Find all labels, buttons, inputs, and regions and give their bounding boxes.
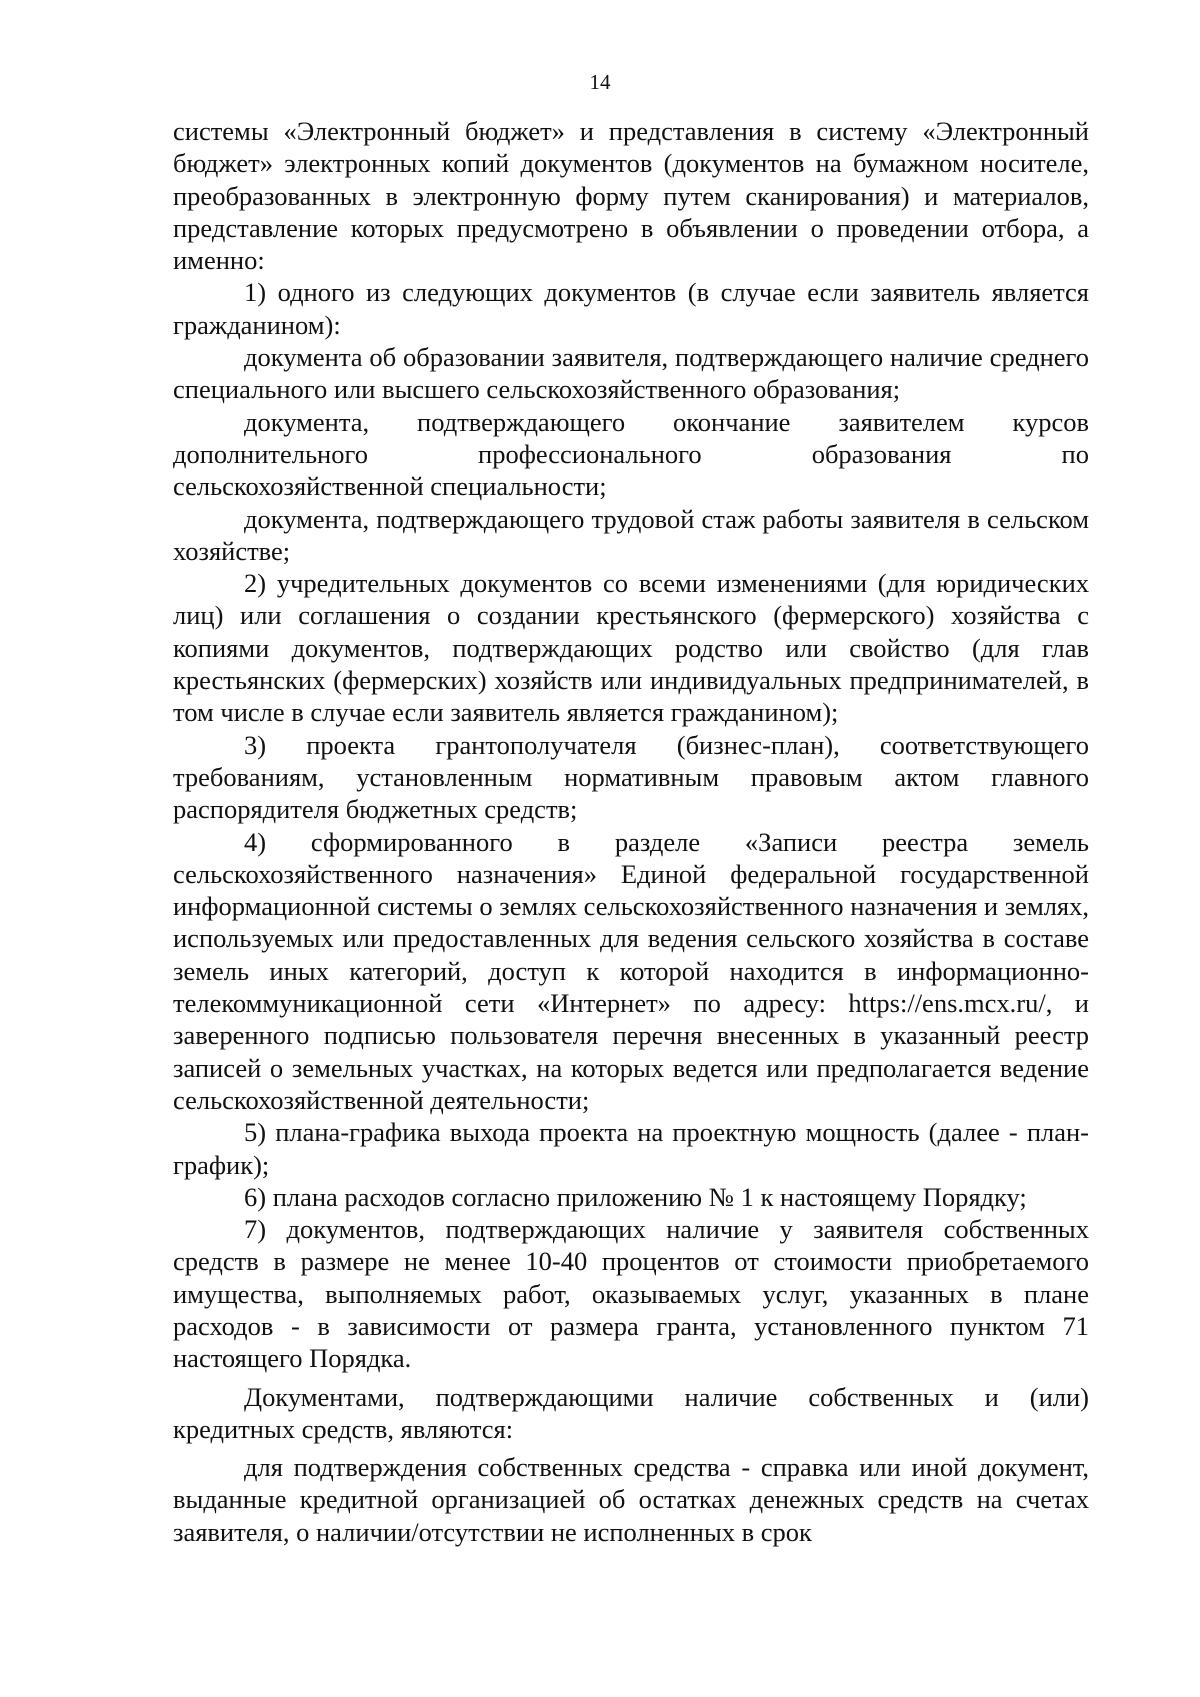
document-body [173,115,1089,1548]
paragraph-courses-line-2: дополнительного профессионального образования по [173,438,1089,469]
paragraph-own-funds-confirmation: для подтверждения собственных средства - справка или иной документ, выданные кредитной организацией об остатках денежных средств на счетах заявителя, о наличии/отсутствии не исполненных в срок [173,1452,1089,1547]
paragraph-item-2: 2) учредительных документов со всеми изменениями (для юридических лиц) или соглашения о создании крестьянского (фермерского) хозяйства с копиями документов, подтверждающих родство или свойство (для глав крестьянских (фермерских) хозяйств или индивидуальных предпринимателей, в том числе в случае если заявитель является гражданином); [173,568,1089,728]
paragraph-item-5: 5) плана-графика выхода проекта на проектную мощность (далее - план-график); [173,1117,1089,1180]
paragraph-work-experience: документа, подтверждающего трудовой стаж работы заявителя в сельском хозяйстве; [173,503,1089,566]
paragraph-item-6: 6) плана расходов согласно приложению № 1 к настоящему Порядку; [244,1181,1027,1212]
paragraph-item-1: 1) одного из следующих документов (в случае если заявитель является гражданином): [173,277,1089,340]
paragraph-item-7: 7) документов, подтверждающих наличие у заявителя собственных средств в размере не менее 10-40 процентов от стоимости приобретаемого имущества, выполняемых работ, оказываемых услуг, указанных в плане расходов - в зависимости от размера гранта, установленного пунктом 71 настоящего Порядка. [173,1214,1089,1374]
paragraph-item-4: 4) сформированного в разделе «Записи реестра земель сельскохозяйственного назначения» Единой федеральной государственной информационной системы о землях сельскохозяйственного назначения и землях, используемых или предоставленных для ведения сельского хозяйства в составе земель иных категорий, доступ к которой находится в информационно-телекоммуникационной сети «Интернет» по адресу: https://ens.mcx.ru/, и заверенного подписью пользователя перечня внесенных в указанный реестр записей о земельных участках, на которых ведется или предполагается ведение сельскохозяйственной деятельности; [173,826,1089,1115]
paragraph-education-document: документа об образовании заявителя, подтверждающего наличие среднего специального или высшего сельскохозяйственного образования; [173,342,1089,405]
paragraph-item-3: 3) проекта грантополучателя (бизнес-план), соответствующего требованиям, установленным нормативным правовым актом главного распорядителя бюджетных средств; [173,729,1089,825]
paragraph-supporting-documents: Документами, подтверждающими наличие собственных и (или) кредитных средств, являются: [173,1381,1089,1444]
paragraph-courses-line-3: сельскохозяйственной специальности; [173,471,607,502]
paragraph-intro: системы «Электронный бюджет» и представления в систему «Электронный бюджет» электронных копий документов (документов на бумажном носителе, преобразованных в электронную форму путем сканирования) и материалов, представление которых предусмотрено в объявлении о проведении отбора, а именно: [173,116,1089,276]
paragraph-courses-line-1: документа, подтверждающего окончание заявителем курсов [244,406,1089,437]
page-number: 14 [589,70,611,94]
